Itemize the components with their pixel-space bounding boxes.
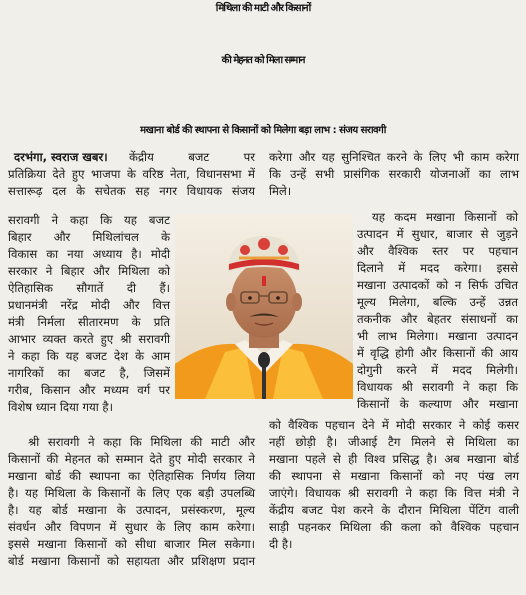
body-line: दिलाने में मदद करेगा। इससे xyxy=(357,261,518,275)
body-line: बिहार और मिथिलांचल के xyxy=(8,230,170,244)
headline-line-2: की मेहनत को मिला सम्मान xyxy=(221,55,305,66)
body-line: मखाना पहले से ही विश्व प्रसिद्ध है। अब मखाना बोर्ड xyxy=(269,452,519,466)
subheadline: मखाना बोर्ड की स्थापना से किसानों को मिलेगा बड़ा लाभ : संजय सरावगी xyxy=(140,125,386,136)
body-line: विकास का नया अध्याय है। मोदी xyxy=(8,247,170,261)
body-line: दोगुनी करने में मदद मिलेगी। xyxy=(357,363,518,377)
body-line: मखाना बोर्ड की स्थापना का ऐतिहासिक निर्णय लिया xyxy=(8,469,255,483)
body-line: सरावगी ने कहा कि यह बजट xyxy=(8,213,170,227)
body-line: है। यह बोर्ड मखाना के उत्पादन, प्रसंस्करण, मूल्य xyxy=(8,503,255,517)
body-line: कि उन्हें सभी प्रासंगिक सरकारी योजनाओं का लाभ xyxy=(269,167,519,181)
body-line: विधायक श्री सरावगी ने कहा कि xyxy=(357,380,518,394)
body-line: में वृद्धि होगी और किसानों की आय xyxy=(357,346,518,360)
body-line: प्रतिक्रिया देते हुए भाजपा के वरिष्ठ नेता, विधानसभा में xyxy=(8,167,255,181)
body-line: मिले। xyxy=(269,184,292,198)
body-line: ऐतिहासिक सौगातें दी हैं। xyxy=(8,281,170,295)
body-line: केंद्रीय बजट पेश करने के दौरान मिथिला पेंटिंग वाली xyxy=(269,503,519,517)
body-line: उत्पादन में सुधार, बाजार से जुड़ने xyxy=(357,227,518,241)
body-line: नहीं छोड़ी है। जीआई टैग मिलने से मिथिला का xyxy=(269,435,519,449)
body-line: और वैश्विक स्तर पर पहचान xyxy=(357,244,518,258)
body-line: जाएंगे। विधायक श्री सरावगी ने कहा कि वित्त मंत्री ने xyxy=(269,486,519,500)
body-line: को वैश्विक पहचान देने में मोदी सरकार ने कोई कसर xyxy=(269,418,519,432)
body-line: साड़ी पहनकर मिथिला की कला को वैश्विक पहचान xyxy=(269,520,519,534)
body-line: यह कदम मखाना किसानों को xyxy=(372,210,518,224)
body-line: किसानों के कल्याण और मखाना xyxy=(357,397,518,411)
body-line: आभार व्यक्त करते हुए श्री सरावगी xyxy=(8,332,170,346)
body-line: किसानों की मेहनत को सम्मान देते हुए मोदी सरकार ने xyxy=(8,452,255,466)
body-line: दी है। xyxy=(269,537,293,551)
body-line: गरीब, किसान और मध्यम वर्ग पर xyxy=(8,383,170,397)
body-line: है। यह मिथिला के किसानों के लिए एक बड़ी उपलब्धि xyxy=(8,486,255,500)
body-line: सत्तारूढ़ दल के सचेतक सह नगर विधायक संजय xyxy=(8,184,255,198)
body-line: इससे मखाना किसानों को सीधा बाजार मिल सकेगा। xyxy=(8,537,255,551)
body-line: बोर्ड मखाना किसानों को सहायता और प्रशिक्षण प्रदान xyxy=(8,554,255,568)
body-line: ने कहा कि यह बजट देश के आम xyxy=(8,349,170,363)
body-line: मखाना उत्पादकों को न सिर्फ उचित xyxy=(357,278,518,292)
body-line: नागरिकों का बजट है, जिसमें xyxy=(8,366,170,380)
headline-line-1: मिथिला की माटी और किसानों xyxy=(215,3,311,14)
body-line: सरकार ने बिहार और मिथिला को xyxy=(8,264,170,278)
body-line: तकनीक और बेहतर संसाधनों का xyxy=(357,312,518,326)
body-line: संवर्धन और विपणन में सुधार के लिए काम करेगा। xyxy=(8,520,255,534)
body-line: केंद्रीय बजट पर xyxy=(129,150,255,164)
body-line: मूल्य मिलेगा, बल्कि उन्हें उन्नत xyxy=(357,295,518,309)
body-line: श्री सरावगी ने कहा कि मिथिला की माटी और xyxy=(28,435,255,449)
body-line: विशेष ध्यान दिया गया है। xyxy=(8,400,113,414)
dateline: दरभंगा, स्वराज खबर। xyxy=(14,150,108,164)
body-line: मंत्री निर्मला सीतारमण के प्रति xyxy=(8,315,170,329)
body-line: भी लाभ मिलेगा। मखाना उत्पादन xyxy=(357,329,518,343)
politician-photo xyxy=(175,214,353,399)
body-line: प्रधानमंत्री नरेंद्र मोदी और वित्त xyxy=(8,298,170,312)
body-line: करेगा और यह सुनिश्चित करने के लिए भी काम करेगा xyxy=(269,150,519,164)
body-line: की स्थापना से मखाना किसानों को नए पंख लग xyxy=(269,469,519,483)
